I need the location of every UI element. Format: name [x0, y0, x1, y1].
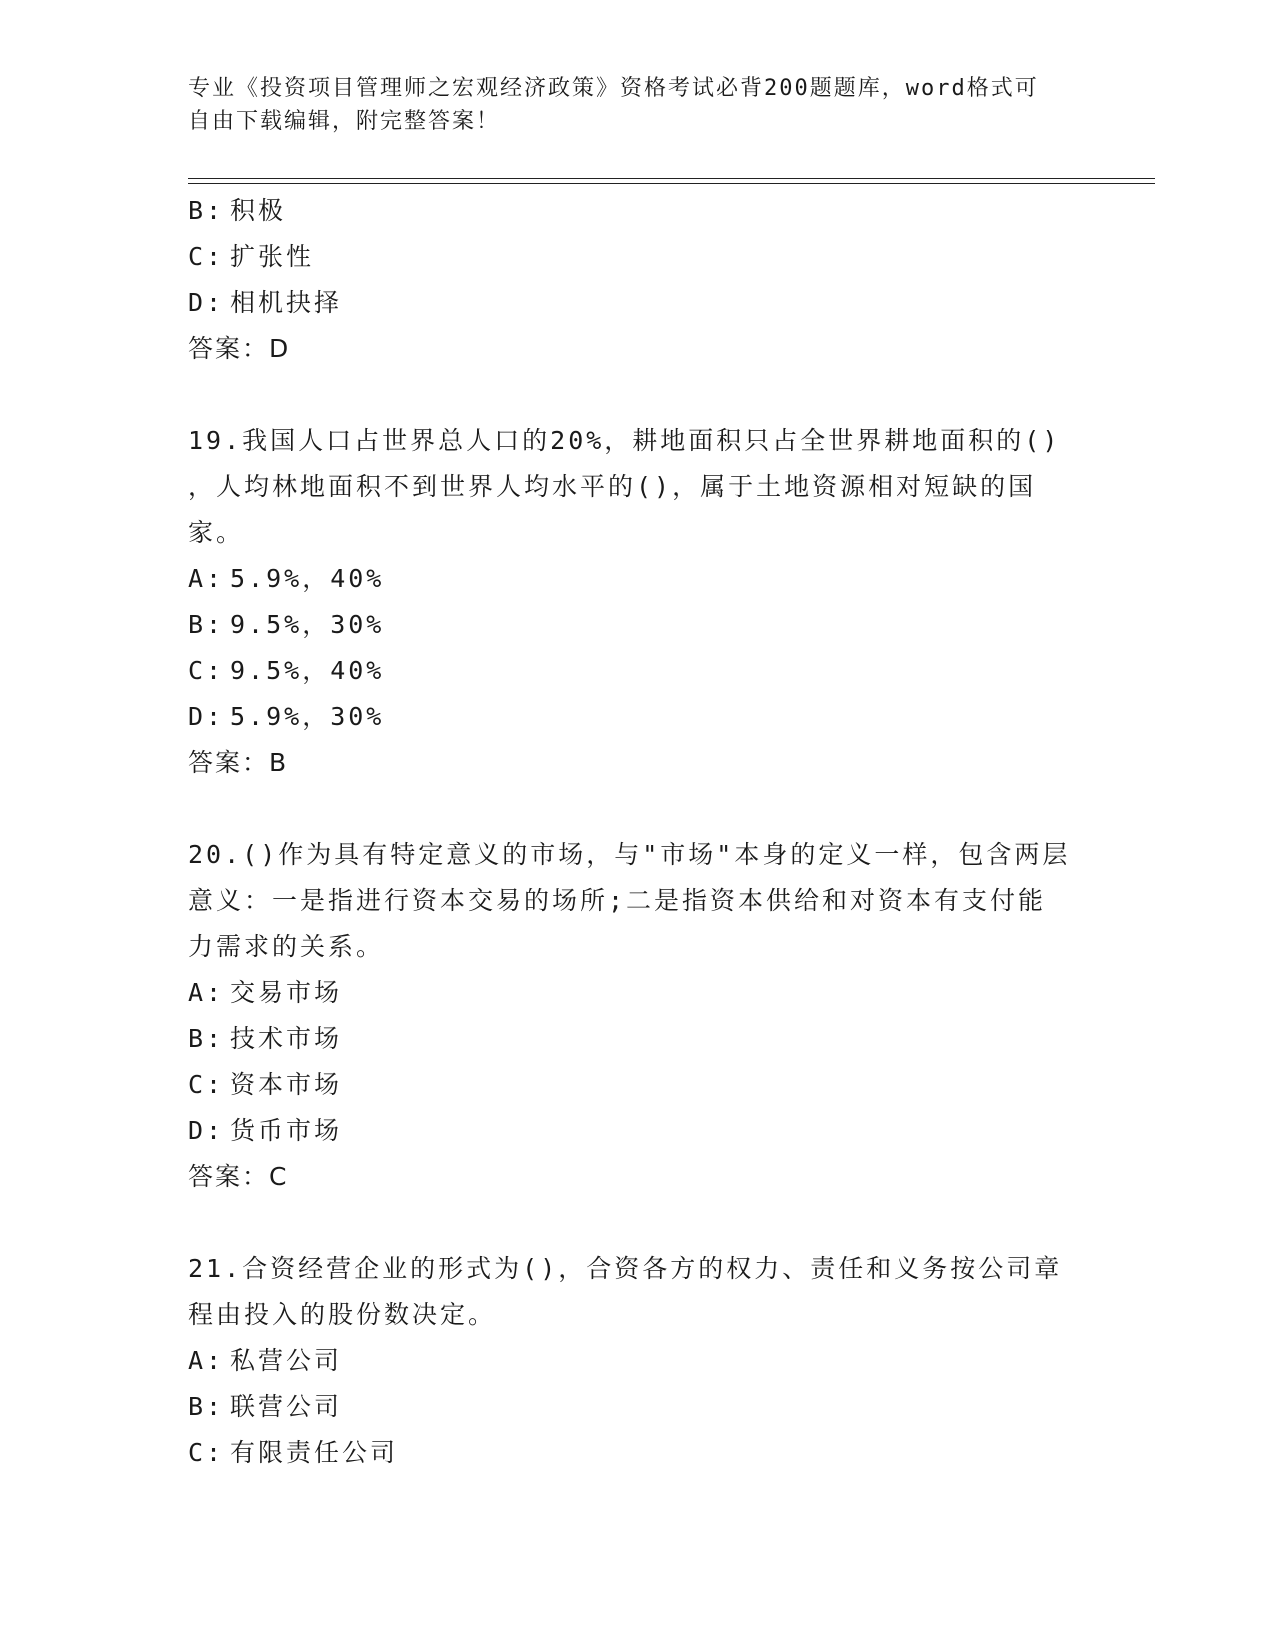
question-text-line: 20.()作为具有特定意义的市场，与"市场"本身的定义一样，包含两层	[188, 840, 1071, 869]
option-d: D: 货币市场	[188, 1116, 343, 1145]
option-b: B: 9.5%，30%	[188, 610, 385, 639]
option-c: C: 资本市场	[188, 1070, 343, 1099]
question-text-line: 家。	[188, 518, 245, 547]
answer: 答案：C	[188, 1162, 289, 1191]
header-divider-bottom	[188, 183, 1155, 184]
document-body	[188, 188, 1088, 1476]
option-c: C: 9.5%，40%	[188, 656, 385, 685]
spacer	[188, 786, 1088, 832]
option-a: A: 5.9%，40%	[188, 564, 385, 593]
question-text-line: 程由投入的股份数决定。	[188, 1300, 497, 1329]
question-21	[188, 1246, 1088, 1476]
question-text-line: 力需求的关系。	[188, 932, 385, 961]
option-d: D: 相机抉择	[188, 288, 343, 317]
question-text-line: ，人均林地面积不到世界人均水平的()，属于土地资源相对短缺的国	[188, 472, 1037, 501]
spacer	[188, 372, 1088, 418]
option-c: C: 扩张性	[188, 242, 315, 271]
question-18-continued	[188, 188, 1088, 372]
answer: 答案：B	[188, 748, 289, 777]
header-line-1: 专业《投资项目管理师之宏观经济政策》资格考试必背200题题库，word格式可	[188, 76, 1039, 101]
option-b: B: 积极	[188, 196, 287, 225]
question-20	[188, 832, 1088, 1200]
question-text-line: 意义：一是指进行资本交易的场所;二是指资本供给和对资本有支付能	[188, 886, 1047, 915]
answer: 答案：D	[188, 334, 291, 363]
spacer	[188, 1200, 1088, 1246]
document-header	[188, 72, 1068, 138]
question-text-line: 19.我国人口占世界总人口的20%，耕地面积只占全世界耕地面积的()	[188, 426, 1061, 455]
option-c: C: 有限责任公司	[188, 1438, 399, 1467]
option-b: B: 联营公司	[188, 1392, 343, 1421]
option-a: A: 交易市场	[188, 978, 343, 1007]
header-divider-top	[188, 178, 1155, 179]
option-b: B: 技术市场	[188, 1024, 343, 1053]
option-d: D: 5.9%，30%	[188, 702, 385, 731]
question-text-line: 21.合资经营企业的形式为()，合资各方的权力、责任和义务按公司章	[188, 1254, 1063, 1283]
option-a: A: 私营公司	[188, 1346, 343, 1375]
header-line-2: 自由下载编辑，附完整答案！	[188, 109, 501, 134]
question-19	[188, 418, 1088, 786]
